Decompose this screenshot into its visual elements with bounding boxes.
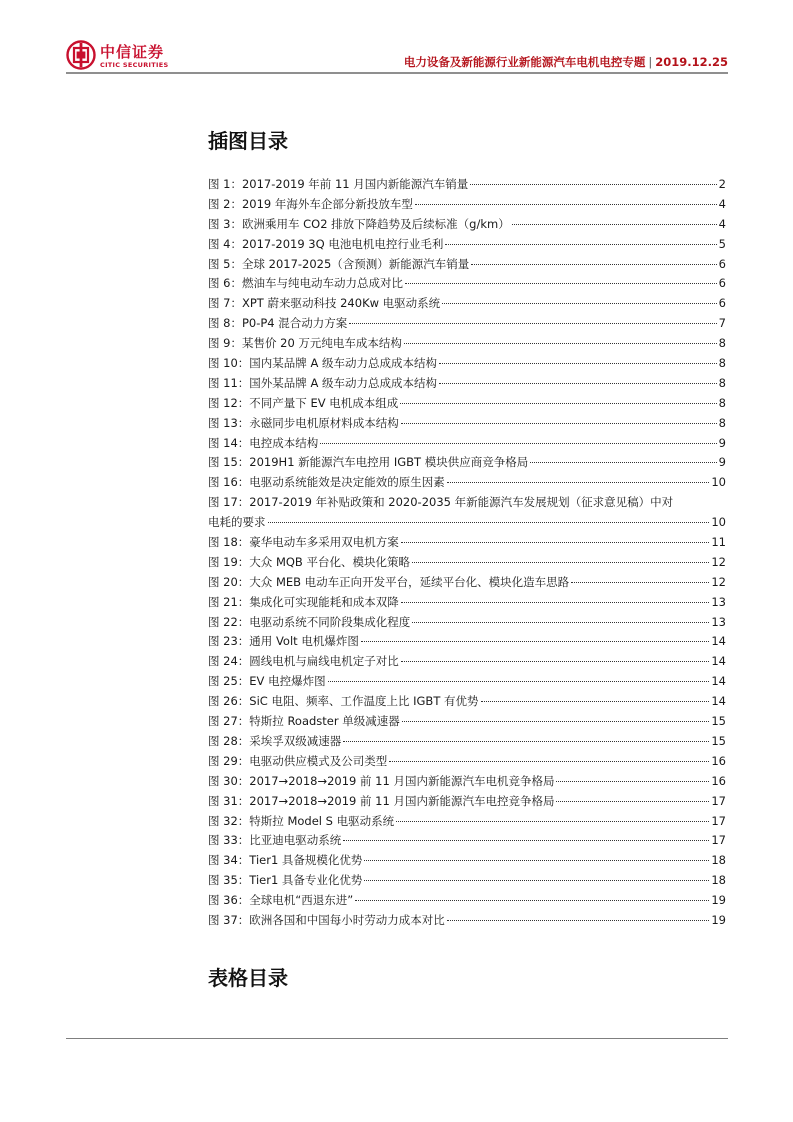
toc-entry-label: 图 7：XPT 蔚来驱动科技 240Kw 电驱动系统: [208, 296, 441, 311]
toc-dot-leader: [442, 303, 717, 304]
toc-entry[interactable]: [208, 374, 726, 394]
toc-entry-label: 图 28：采埃孚双级减速器: [208, 733, 342, 748]
toc-page-number: 17: [711, 813, 726, 828]
toc-page-number: 14: [711, 674, 726, 689]
toc-page-number: 9: [718, 455, 726, 470]
toc-entry-label: 图 8：P0-P4 混合动力方案: [208, 316, 348, 331]
toc-page-number: 18: [711, 873, 726, 888]
footer-divider: [66, 1038, 728, 1039]
toc-entry-label: 图 34：Tier1 具备规模化优势: [208, 853, 363, 868]
toc-entry[interactable]: [208, 175, 726, 195]
toc-entry[interactable]: [208, 294, 726, 314]
report-title: 电力设备及新能源行业新能源汽车电机电控专题: [403, 55, 646, 69]
toc-entry-label: 图 1：2017-2019 年前 11 月国内新能源汽车销量: [208, 177, 469, 191]
toc-dot-leader: [355, 900, 709, 901]
toc-entry-label: 图 32：特斯拉 Model S 电驱动系统: [208, 813, 395, 828]
toc-entry-label: 图 2：2019 年海外车企部分新投放车型: [208, 196, 413, 211]
toc-entry[interactable]: [208, 593, 726, 613]
toc-entry[interactable]: [208, 434, 726, 454]
citic-securities-logo: [66, 40, 206, 76]
toc-page-number: 8: [718, 415, 726, 430]
toc-page-number: 19: [711, 893, 726, 908]
toc-dot-leader: [268, 522, 710, 523]
toc-entry[interactable]: [208, 632, 726, 652]
toc-entry-label: 图 22：电驱动系统不同阶段集成化程度: [208, 614, 411, 629]
toc-page-number: 10: [711, 475, 726, 490]
toc-dot-leader: [481, 701, 710, 702]
toc-entry-label: 图 26：SiC 电阻、频率、工作温度上比 IGBT 有优势: [208, 694, 479, 709]
toc-dot-leader: [389, 761, 709, 762]
toc-page-number: 6: [718, 256, 726, 271]
toc-dot-leader: [530, 462, 716, 463]
toc-dot-leader: [320, 443, 716, 444]
toc-dot-leader: [471, 264, 716, 265]
toc-page-number: 17: [711, 833, 726, 848]
toc-entry[interactable]: [208, 851, 726, 871]
toc-page-number: 11: [711, 535, 726, 550]
toc-dot-leader: [396, 821, 709, 822]
toc-entry[interactable]: [208, 831, 726, 851]
toc-entry[interactable]: [208, 414, 726, 434]
toc-entry[interactable]: [208, 772, 726, 792]
toc-entry-label: 图 3：欧洲乘用车 CO2 排放下降趋势及后续标准（g/km）: [208, 216, 510, 231]
toc-entry[interactable]: [208, 394, 726, 414]
toc-page-number: 12: [711, 554, 726, 569]
toc-entry-label: 图 11：国外某品牌 A 级车动力总成成本结构: [208, 375, 437, 390]
toc-entry[interactable]: [208, 911, 726, 931]
figures-toc-list: [208, 175, 726, 931]
toc-entry[interactable]: [208, 871, 726, 891]
toc-entry[interactable]: [208, 573, 726, 593]
toc-entry-line[interactable]: 图 17：2017-2019 年补贴政策和 2020-2035 年新能源汽车发展规划（征求意见稿）中对: [208, 495, 674, 510]
toc-dot-leader: [556, 781, 709, 782]
toc-entry-label: 图 20：大众 MEB 电动车正向开发平台，延续平台化、模块化造车思路: [208, 574, 570, 589]
toc-entry[interactable]: [208, 533, 726, 553]
toc-page-number: 4: [718, 216, 726, 231]
toc-entry[interactable]: [208, 274, 726, 294]
toc-page-number: 14: [711, 634, 726, 649]
toc-entry-label: 图 19：大众 MQB 平台化、模块化策略: [208, 554, 410, 569]
toc-page-number: 18: [711, 853, 726, 868]
toc-entry[interactable]: [208, 513, 726, 533]
toc-dot-leader: [364, 860, 709, 861]
toc-page-number: 8: [718, 336, 726, 351]
toc-dot-leader: [512, 224, 717, 225]
toc-entry[interactable]: [208, 195, 726, 215]
figures-toc-title: 插图目录: [208, 129, 288, 153]
toc-dot-leader: [439, 383, 717, 384]
toc-entry-label: 图 30：2017→2018→2019 前 11 月国内新能源汽车电机竞争格局: [208, 773, 555, 788]
toc-entry[interactable]: [208, 692, 726, 712]
toc-entry-label: 图 10：国内某品牌 A 级车动力总成成本结构: [208, 356, 437, 371]
toc-dot-leader: [402, 721, 710, 722]
toc-entry[interactable]: [208, 732, 726, 752]
toc-dot-leader: [343, 840, 709, 841]
toc-dot-leader: [445, 244, 716, 245]
toc-entry[interactable]: [208, 613, 726, 633]
toc-dot-leader: [439, 363, 717, 364]
toc-dot-leader: [401, 423, 717, 424]
toc-entry-label: 图 27：特斯拉 Roadster 单级减速器: [208, 714, 400, 729]
toc-page-number: 7: [718, 316, 726, 331]
toc-entry-label: 图 14：电控成本结构: [208, 435, 319, 450]
toc-page-number: 16: [711, 773, 726, 788]
header-separator: |: [648, 55, 653, 69]
toc-page-number: 8: [718, 395, 726, 410]
toc-page-number: 19: [711, 912, 726, 927]
toc-entry-label: 图 16：电驱动系统能效是决定能效的原生因素: [208, 475, 445, 490]
toc-page-number: 6: [718, 296, 726, 311]
citic-emblem-icon: [66, 40, 96, 70]
toc-dot-leader: [447, 920, 710, 921]
brand-name-cn: 中信证券: [100, 43, 165, 61]
toc-page-number: 15: [711, 733, 726, 748]
toc-dot-leader: [447, 482, 710, 483]
toc-page-number: 2: [718, 177, 726, 191]
toc-entry[interactable]: [208, 652, 726, 672]
toc-page-number: 16: [711, 753, 726, 768]
toc-dot-leader: [401, 661, 710, 662]
toc-entry-label: 图 12：不同产量下 EV 电机成本组成: [208, 395, 399, 410]
toc-entry[interactable]: [208, 334, 726, 354]
header-divider: [66, 72, 728, 74]
toc-entry-label: 图 23：通用 Volt 电机爆炸图: [208, 634, 359, 649]
toc-entry-label: 图 5：全球 2017-2025（含预测）新能源汽车销量: [208, 256, 470, 271]
toc-entry-label: 图 18：豪华电动车多采用双电机方案: [208, 535, 399, 550]
toc-entry-label: 图 13：永磁同步电机原材料成本结构: [208, 415, 399, 430]
toc-entry[interactable]: [208, 812, 726, 832]
toc-page-number: 5: [718, 236, 726, 251]
toc-dot-leader: [401, 602, 710, 603]
toc-page-number: 6: [718, 276, 726, 291]
report-header-info: [404, 54, 728, 70]
toc-dot-leader: [556, 801, 709, 802]
tables-toc-title: 表格目录: [208, 966, 288, 990]
toc-entry[interactable]: [208, 235, 726, 255]
toc-entry-label: 图 37：欧洲各国和中国每小时劳动力成本对比: [208, 912, 445, 927]
toc-dot-leader: [412, 622, 709, 623]
toc-dot-leader: [412, 562, 709, 563]
toc-page-number: 13: [711, 614, 726, 629]
toc-page-number: 12: [711, 574, 726, 589]
toc-entry-label: 图 31：2017→2018→2019 前 11 月国内新能源汽车电控竞争格局: [208, 793, 555, 808]
toc-entry[interactable]: [208, 752, 726, 772]
report-date: 2019.12.25: [655, 55, 728, 69]
toc-dot-leader: [404, 343, 717, 344]
toc-page-number: 17: [711, 793, 726, 808]
toc-entry-label: 图 29：电驱动供应模式及公司类型: [208, 753, 388, 768]
toc-dot-leader: [400, 403, 716, 404]
toc-entry[interactable]: [208, 712, 726, 732]
toc-page-number: 8: [718, 375, 726, 390]
toc-dot-leader: [328, 681, 710, 682]
toc-entry-label: 电耗的要求: [208, 515, 266, 530]
toc-entry[interactable]: [208, 473, 726, 493]
toc-entry-label: 图 4：2017-2019 3Q 电池电机电控行业毛利: [208, 236, 444, 251]
toc-entry[interactable]: [208, 553, 726, 573]
toc-entry[interactable]: [208, 891, 726, 911]
toc-dot-leader: [470, 184, 716, 185]
toc-page-number: 14: [711, 654, 726, 669]
toc-page-number: 13: [711, 594, 726, 609]
toc-page-number: 15: [711, 714, 726, 729]
toc-dot-leader: [343, 741, 709, 742]
toc-page-number: 4: [718, 196, 726, 211]
toc-dot-leader: [361, 641, 710, 642]
toc-dot-leader: [349, 323, 716, 324]
toc-page-number: 9: [718, 435, 726, 450]
brand-name-en: CITIC SECURITIES: [100, 61, 169, 69]
page-header: [66, 40, 728, 76]
toc-entry-label: 图 15：2019H1 新能源汽车电控用 IGBT 模块供应商竞争格局: [208, 455, 529, 470]
toc-entry[interactable]: [208, 354, 726, 374]
toc-entry[interactable]: [208, 672, 726, 692]
toc-dot-leader: [415, 204, 717, 205]
toc-entry-label: 图 25：EV 电控爆炸图: [208, 674, 326, 689]
toc-dot-leader: [405, 283, 717, 284]
toc-entry-label: 图 35：Tier1 具备专业化优势: [208, 873, 363, 888]
toc-entry[interactable]: [208, 255, 726, 275]
toc-entry-label: 图 24：圆线电机与扁线电机定子对比: [208, 654, 399, 669]
toc-page-number: 14: [711, 694, 726, 709]
toc-page-number: 8: [718, 356, 726, 371]
toc-entry[interactable]: [208, 215, 726, 235]
toc-entry[interactable]: [208, 453, 726, 473]
toc-entry[interactable]: [208, 314, 726, 334]
toc-page-number: 10: [711, 515, 726, 530]
toc-entry-label: 图 9：某售价 20 万元纯电车成本结构: [208, 336, 402, 351]
toc-dot-leader: [571, 582, 709, 583]
toc-dot-leader: [401, 542, 710, 543]
toc-entry[interactable]: [208, 792, 726, 812]
toc-entry-label: 图 36：全球电机“西退东进”: [208, 893, 354, 908]
toc-entry-label: 图 6：燃油车与纯电动车动力总成对比: [208, 276, 403, 291]
toc-entry-label: 图 21：集成化可实现能耗和成本双降: [208, 594, 399, 609]
toc-dot-leader: [364, 880, 709, 881]
toc-entry-label: 图 33：比亚迪电驱动系统: [208, 833, 342, 848]
